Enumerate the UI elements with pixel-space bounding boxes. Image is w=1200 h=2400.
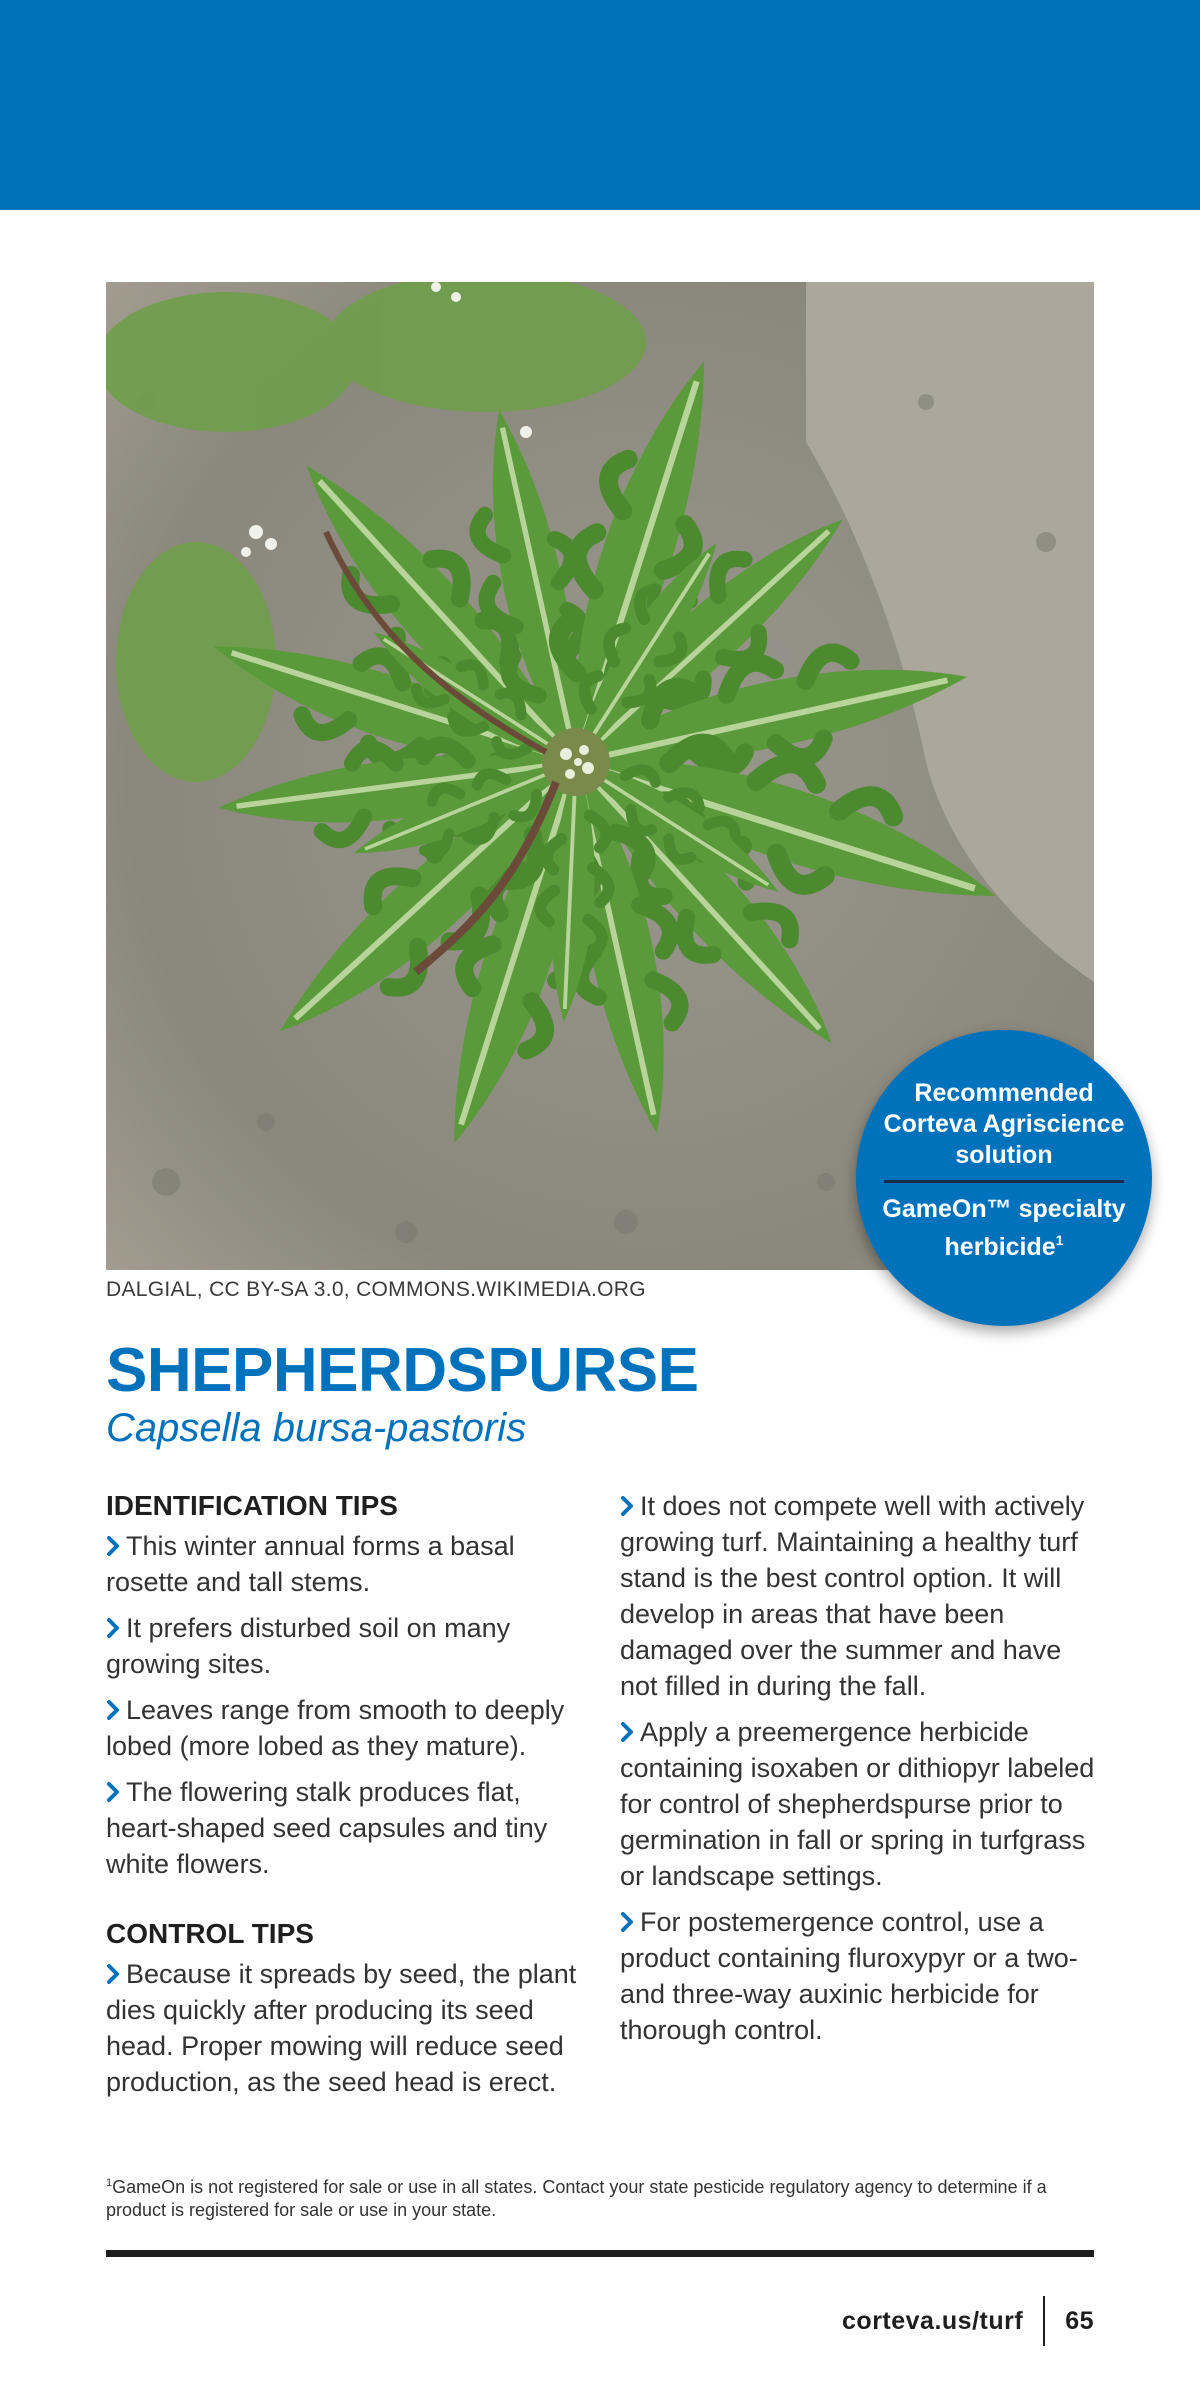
header-band <box>0 0 1200 210</box>
footnote <box>106 2172 1066 2222</box>
footer-url-link[interactable]: corteva.us/turf <box>842 2306 1024 2335</box>
recommended-solution-badge <box>856 1030 1152 1326</box>
identification-tip <box>106 1610 596 1682</box>
footnote-mark: 1 <box>106 2177 113 2189</box>
right-column <box>620 1488 1100 2058</box>
badge-divider <box>884 1180 1124 1183</box>
tip-text: This winter annual forms a basal rosette and tall stems. <box>106 1531 515 1597</box>
control-tip <box>106 1956 596 2100</box>
badge-product-name: GameOn™ specialty herbicide <box>882 1195 1126 1261</box>
badge-footnote-mark: 1 <box>1055 1232 1064 1248</box>
control-tip <box>620 1904 1100 2048</box>
footnote-text: GameOn is not registered for sale or use in all states. Contact your state pesticide regulatory agency to determine if a product is registered for sale or use in your state. <box>106 2177 1047 2220</box>
identification-tip <box>106 1528 596 1600</box>
footer-rule <box>106 2250 1094 2257</box>
chevron-right-icon <box>620 1722 634 1742</box>
chevron-right-icon <box>106 1700 120 1720</box>
control-tip <box>620 1488 1100 1704</box>
identification-tip <box>106 1692 596 1764</box>
chevron-right-icon <box>620 1496 634 1516</box>
chevron-right-icon <box>106 1964 120 1984</box>
identification-heading: IDENTIFICATION TIPS <box>106 1490 398 1521</box>
tip-text: Because it spreads by seed, the plant dies quickly after producing its seed head. Proper mowing will reduce seed production, as the seed head is erect. <box>106 1959 577 2097</box>
tip-text: Leaves range from smooth to deeply lobed (more lobed as they mature). <box>106 1695 565 1761</box>
identification-tip <box>106 1774 596 1882</box>
tip-text: The flowering stalk produces flat, heart-shaped seed capsules and tiny white flowers. <box>106 1777 548 1879</box>
chevron-right-icon <box>106 1536 120 1556</box>
chevron-right-icon <box>106 1618 120 1638</box>
page-footer <box>842 2296 1094 2346</box>
chevron-right-icon <box>620 1912 634 1932</box>
page-number: 65 <box>1065 2306 1094 2335</box>
tip-text: It prefers disturbed soil on many growing sites. <box>106 1613 511 1679</box>
left-column <box>106 1488 596 2110</box>
tip-text: For postemergence control, use a product containing fluroxypyr or a two- and three-way auxinic herbicide for thorough control. <box>620 1907 1078 2045</box>
chevron-right-icon <box>106 1782 120 1802</box>
tip-text: It does not compete well with actively growing turf. Maintaining a healthy turf stand is the best control option. It will develop in areas that have been damaged over the summer and have not filled in during the fall. <box>620 1491 1085 1701</box>
badge-product <box>876 1194 1132 1263</box>
control-tip <box>620 1714 1100 1894</box>
badge-recommended-text: Recommended Corteva Agriscience solution <box>883 1079 1125 1169</box>
photo-credit: DALGIAL, CC BY-SA 3.0, COMMONS.WIKIMEDIA.ORG <box>106 1278 646 1301</box>
page-title: SHEPHERDSPURSE <box>106 1336 699 1405</box>
control-heading: CONTROL TIPS <box>106 1918 314 1949</box>
tip-text: Apply a preemergence herbicide containing isoxaben or dithiopyr labeled for control of shepherdspurse prior to germination in fall or spring in turfgrass or landscape settings. <box>620 1717 1095 1891</box>
scientific-name: Capsella bursa-pastoris <box>106 1406 527 1450</box>
footer-separator <box>1043 2296 1045 2346</box>
